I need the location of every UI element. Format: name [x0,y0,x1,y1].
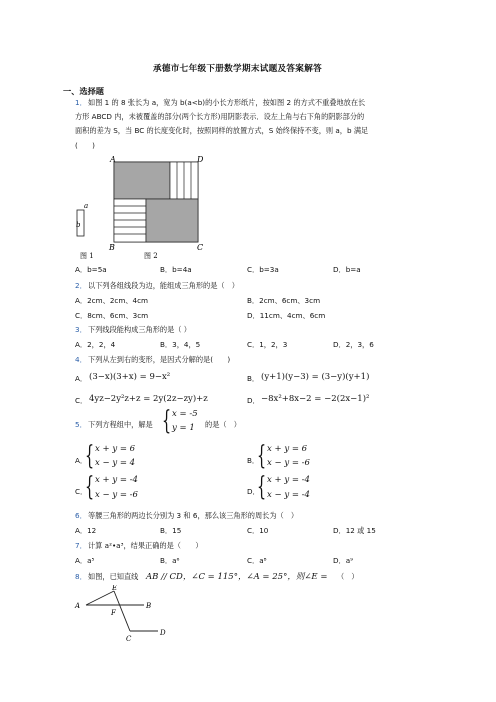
parallel-lines-figure [72,585,182,643]
question-text: 如图 1 的 8 张长为 a，宽为 b(a<b)的小长方形纸片，按如图 2 的方式不重叠地放在长 [88,98,366,107]
option-c[interactable]: C．b=3a [247,265,279,274]
option-a-line-2: x − y = 4 [95,458,136,468]
top-left-shaded-region [114,162,170,199]
option-d[interactable]: D．b=a [333,265,361,274]
question-text: 下列从左到右的变形，是因式分解的是( ) [88,355,231,364]
brace-symbol: { [257,472,267,502]
question-condition: AB // CD，∠C = 115°，∠A = 25°，则∠E = [146,572,328,582]
label-d: D [160,629,166,637]
question-number: 3． [75,325,87,334]
option-a-expression: (3−x)(3+x) = 9−x² [89,372,171,382]
option-c[interactable]: C．10 [247,526,269,535]
option-a[interactable]: A．b=5a [75,265,107,274]
question-number: 1． [75,98,87,107]
option-b[interactable]: B．15 [160,526,182,535]
option-c[interactable]: C．a⁸ [247,556,267,565]
system-line-2: y = 1 [172,423,195,433]
question-number: 6． [75,511,87,520]
figure-caption-2: 图 2 [144,252,158,260]
option-c[interactable]: C． [75,396,88,405]
option-c[interactable]: C．1，2，3 [247,340,288,349]
option-a[interactable]: A．12 [75,526,97,535]
line-ae [86,591,114,605]
question-text: 面积的差为 S，当 BC 的长度变化时，按照同样的放置方式，S 始终保持不变，则 a，b 满足 [75,126,369,135]
question-text: 的是（ ） [205,420,241,429]
question-text: 如图，已知直线 [88,572,139,581]
option-a[interactable]: A． [75,456,88,465]
option-a-line-1: x + y = 6 [95,444,136,454]
label-f: F [111,609,116,617]
system-line-1: x = -5 [172,409,198,419]
option-d-line-1: x + y = -4 [267,475,310,485]
question-text: 以下列各组线段为边，能组成三角形的是（ ） [88,281,239,290]
brace-symbol: { [162,406,172,436]
option-b[interactable]: B．2cm、6cm、3cm [247,296,321,305]
option-d-line-2: x − y = -4 [267,490,310,500]
option-c[interactable]: C． [75,487,88,496]
option-d[interactable]: D．a⁹ [333,556,354,565]
question-number: 4． [75,355,87,364]
option-d[interactable]: D．12 或 15 [333,526,376,535]
section-heading: 一、选择题 [63,86,104,96]
label-vertex-d: D [197,155,204,164]
option-d[interactable]: D．2，3，6 [333,340,374,349]
option-d-expression: −8x²+8x−2 = −2(2x−1)² [261,394,370,404]
option-d[interactable]: D．11cm、4cm、6cm [247,311,326,320]
question-number: 2． [75,281,87,290]
label-e: E [112,585,118,592]
brace-symbol: { [85,441,95,471]
horizontal-strips [114,199,146,242]
question-number: 5． [75,420,87,429]
option-c[interactable]: C．8cm、6cm、3cm [75,311,149,320]
option-a[interactable]: A． [75,374,88,383]
brace-symbol: { [85,472,95,502]
option-d[interactable]: D． [247,487,260,496]
figure-caption-1: 图 1 [80,252,94,260]
label-c: C [126,635,132,643]
line-ec [114,591,130,631]
brace-symbol: { [257,441,267,471]
option-a[interactable]: A．a⁵ [75,556,95,565]
question-number: 7． [75,541,87,550]
option-a[interactable]: A．2，2，4 [75,340,116,349]
page-title: 承德市七年级下册数学期末试题及答案解答 [153,64,322,74]
label-a: a [84,202,89,210]
option-b-line-1: x + y = 6 [267,444,308,454]
question-text: （ ） [337,572,359,581]
option-b[interactable]: B． [247,374,260,383]
question-text: ( ) [75,141,95,150]
question-text: 计算 a²•a³，结果正确的是（ ） [88,541,203,550]
rectangle-figure [74,152,214,260]
question-text: 下列方程组中，解是 [88,420,153,429]
option-b[interactable]: B．a⁶ [160,556,180,565]
option-b-line-2: x − y = -6 [267,458,310,468]
label-vertex-b: B [109,243,115,252]
option-b-expression: (y+1)(y−3) = (3−y)(y+1) [261,372,370,382]
option-b[interactable]: B． [247,456,260,465]
option-c-line-1: x + y = -4 [95,475,138,485]
question-text: 下列线段能构成三角形的是（ ） [88,325,191,334]
option-b[interactable]: B．3，4，5 [160,340,201,349]
option-a[interactable]: A．2cm、2cm、4cm [75,296,149,305]
option-c-line-2: x − y = -6 [95,490,138,500]
label-a: A [75,602,81,610]
option-d[interactable]: D． [247,396,260,405]
label-b: B [146,602,152,610]
option-c-expression: 4yz−2y²z+z = 2y(2z−zy)+z [89,394,208,404]
label-vertex-c: C [197,243,204,252]
option-b[interactable]: B．b=4a [160,265,192,274]
question-text: 等腰三角形的两边长分别为 3 和 6，那么该三角形的周长为（ ） [88,511,299,520]
label-vertex-a: A [110,155,116,164]
bottom-right-shaded-region [146,199,198,242]
question-number: 8． [75,572,87,581]
question-text: 方形 ABCD 内，未被覆盖的部分(两个长方形)用阴影表示．设左上角与右下角的阴影部分的 [75,112,365,121]
label-b: b [76,221,81,229]
